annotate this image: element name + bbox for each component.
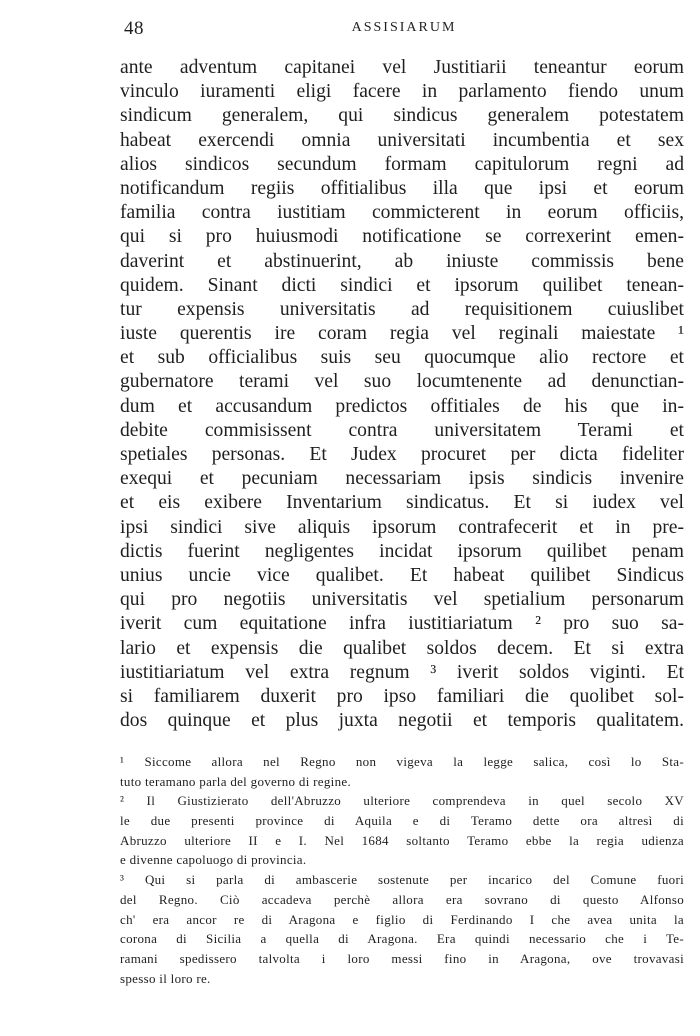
text-line: tur expensis universitatis ad requisitionem cuiuslibet bbox=[120, 298, 684, 320]
text-line: si familiarem duxerit pro ipso familiari die quolibet sol- bbox=[120, 685, 684, 707]
text-line: iuste querentis ire coram regia vel reginali maiestate ¹ bbox=[120, 323, 684, 345]
text-line: lario et expensis die qualibet soldos decem. Et si extra bbox=[120, 637, 684, 659]
text-line: ante adventum capitanei vel Justitiarii teneantur eorum bbox=[120, 57, 684, 78]
footnote-line: ramani spedissero talvolta i loro messi fino in Aragona, ove trovavasi bbox=[120, 950, 684, 966]
text-line: alios sindicos secundum formam capitulorum regni ad bbox=[120, 153, 684, 175]
text-line: dos quinque et plus juxta negotii et temporis qualitatem. bbox=[120, 710, 684, 732]
text-line: spetiales personas. Et Judex procuret per dicta fideliter bbox=[120, 444, 684, 465]
text-line: quidem. Sinant dicti sindici et ipsorum quilibet tenean- bbox=[120, 274, 684, 296]
footnote-line: tuto teramano parla del governo di regine. bbox=[120, 773, 351, 789]
text-line: debite commisissent contra universitatem Terami et bbox=[120, 419, 684, 441]
text-line: ipsi sindici sive aliquis ipsorum contrafecerit et in pre- bbox=[120, 516, 684, 538]
text-line: dictis fuerint negligentes incidat ipsorum quilibet penam bbox=[120, 540, 684, 562]
text-line: et eis exibere Inventarium sindicatus. Et si iudex vel bbox=[120, 492, 684, 514]
text-line: dum et accusandum predictos offitiales de his que in- bbox=[120, 395, 684, 417]
footnote-line: le due presenti province di Aquila e di Teramo dette ora altresì di bbox=[120, 813, 684, 829]
footnote-3 bbox=[120, 870, 684, 988]
text-line: daverint et abstinuerint, ab iniuste commissis bene bbox=[120, 250, 684, 272]
footnote-separator bbox=[120, 741, 684, 742]
page-number: 48 bbox=[124, 18, 144, 39]
main-text bbox=[120, 56, 684, 733]
footnote-2 bbox=[120, 791, 684, 870]
text-line: qui si pro huiusmodi notificatione se correxerint emen- bbox=[120, 226, 684, 248]
footnote-1 bbox=[120, 752, 684, 791]
footnote-line: ³ Qui si parla di ambascerie sostenute per incarico del Comune fuori bbox=[120, 872, 684, 888]
text-line: et sub officialibus suis seu quocumque alio rectore et bbox=[120, 347, 684, 369]
footnote-line: spesso il loro re. bbox=[120, 970, 211, 986]
footnote-line: ¹ Siccome allora nel Regno non vigeva la legge salica, così lo Sta- bbox=[120, 754, 684, 769]
text-line: qui pro negotiis universitatis vel spetialium personarum bbox=[120, 589, 684, 611]
page-header bbox=[124, 18, 684, 42]
footnote-line: corona di Sicilia a quella di Aragona. Era quindi necessario che i Te- bbox=[120, 931, 684, 947]
text-line: exequi et pecuniam necessariam ipsis sindicis invenire bbox=[120, 468, 684, 490]
footnote-line: ² Il Giustizierato dell'Abruzzo ulteriore comprendeva in quel secolo XV bbox=[120, 793, 684, 809]
text-line: familia contra iustitiam commicterent in eorum officiis, bbox=[120, 202, 684, 224]
footnote-line: del Regno. Ciò accadeva perchè allora era sovrano di questo Alfonso bbox=[120, 891, 684, 907]
running-head: ASSISIARUM bbox=[351, 20, 457, 35]
text-line: unius uncie vice qualibet. Et habeat quilibet Sindicus bbox=[120, 564, 684, 586]
footnote-line: e divenne capoluogo di provincia. bbox=[120, 852, 307, 868]
text-line: sindicum generalem, qui sindicus generalem potestatem bbox=[120, 105, 684, 127]
footnotes bbox=[120, 752, 684, 988]
text-line: gubernatore terami vel suo locumtenente ad denunctian- bbox=[120, 371, 684, 393]
text-line: habeat exercendi omnia universitati incumbentia et sex bbox=[120, 129, 684, 151]
text-line: vinculo iuramenti eligi facere in parlamento fiendo unum bbox=[120, 81, 684, 103]
footnote-line: Abruzzo ulteriore II e I. Nel 1684 soltanto Teramo ebbe la regia udienza bbox=[120, 832, 684, 848]
footnote-line: ch' era ancor re di Aragona e figlio di Ferdinando I che avea unita la bbox=[120, 911, 684, 927]
text-line: notificandum regiis offitialibus illa que ipsi et eorum bbox=[120, 177, 684, 199]
text-line: iustitiariatum vel extra regnum ³ iverit soldos viginti. Et bbox=[120, 661, 684, 683]
text-line: iverit cum equitatione infra iustitiariatum ² pro suo sa- bbox=[120, 613, 684, 635]
